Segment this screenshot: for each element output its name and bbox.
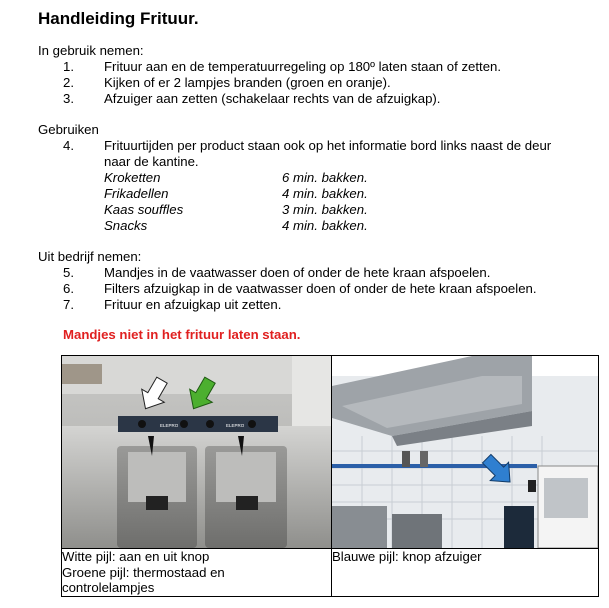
step-text: Frituurtijden per product staan ook op het informatie bord links naast de deur [104,138,552,153]
section-heading-use: Gebruiken [38,122,99,137]
page-title: Handleiding Frituur. [38,9,199,28]
caption-line: Witte pijl: aan en uit knop [62,549,210,564]
photo-table [61,355,599,597]
caption-line: Blauwe pijl: knop afzuiger [332,549,482,564]
step-text: Afzuiger aan zetten (schakelaar rechts van de afzuigkap). [104,91,441,106]
caption-line: controlelampjes [62,580,155,595]
step-text: Kijken of er 2 lampjes branden (groen en oranje). [104,75,391,90]
step-text: Filters afzuigkap in de vaatwasser doen of onder de hete kraan afspoelen. [104,281,537,296]
step-text-continued: naar de kantine. [104,154,199,169]
fryer-illustration [62,356,331,548]
step-text: Frituur en afzuigkap uit zetten. [104,297,282,312]
step-number: 2. [63,75,74,90]
step-number: 6. [63,281,74,296]
fryer-brand-label: ELEPRO [160,423,179,428]
step-number: 3. [63,91,74,106]
frying-time: 4 min. bakken. [282,218,368,233]
section-heading-start: In gebruik nemen: [38,43,144,58]
fryer-photo [62,356,331,548]
product-name: Frikadellen [104,186,169,201]
step-number: 7. [63,297,74,312]
photo-cell-fryer [62,356,332,549]
hood-photo [332,356,598,548]
product-name: Snacks [104,218,148,233]
section-heading-stop: Uit bedrijf nemen: [38,249,142,264]
step-text: Mandjes in de vaatwasser doen of onder de hete kraan afspoelen. [104,265,491,280]
product-name: Kroketten [104,170,161,185]
hood-illustration [332,356,598,548]
step-text: Frituur aan en de temperatuurregeling op 180º laten staan of zetten. [104,59,502,74]
caption-left [62,549,332,597]
product-name: Kaas souffles [104,202,184,217]
caption-right [332,549,599,597]
step-number: 1. [63,59,74,74]
frying-time: 3 min. bakken. [282,202,368,217]
photo-cell-hood [332,356,599,549]
fryer-brand-label: ELEPRO [226,423,245,428]
step-number: 4. [63,138,74,153]
frying-time: 4 min. bakken. [282,186,368,201]
step-number: 5. [63,265,74,280]
caption-line: Groene pijl: thermostaad en [62,564,225,580]
warning-text: Mandjes niet in het frituur laten staan. [63,327,301,342]
frying-time: 6 min. bakken. [282,170,368,185]
